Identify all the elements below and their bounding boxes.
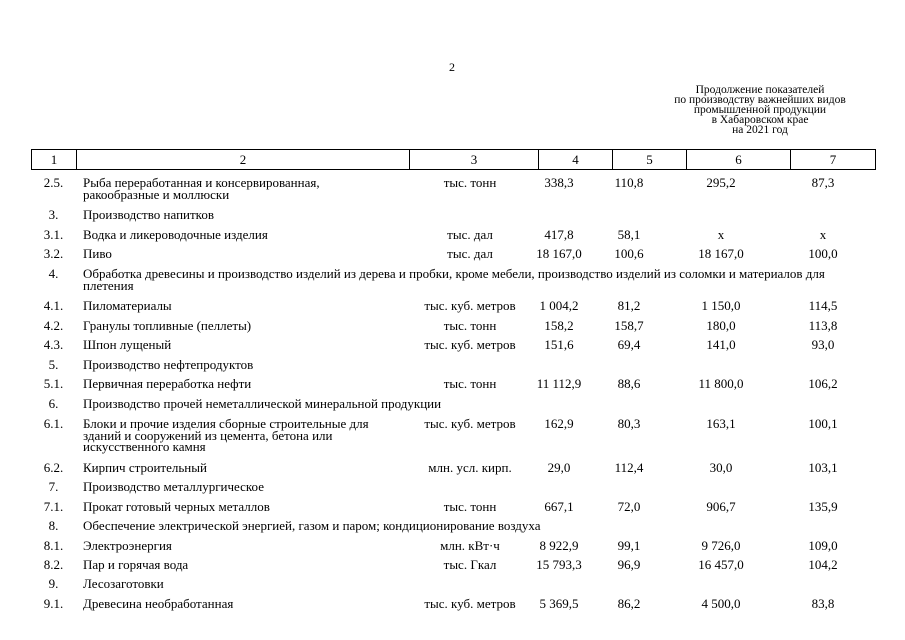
row-name: Блоки и прочие изделия сборные строительные для зданий и сооружений из цемента, бетона или искусственного камня (83, 416, 369, 454)
row-col5: 72,0 (617, 499, 641, 514)
row-col4: 5 369,5 (539, 596, 579, 611)
row-col6: х (717, 227, 725, 242)
row-col5: 96,9 (617, 557, 641, 572)
row-unit: тыс. куб. метров (424, 596, 516, 611)
row-unit: тыс. куб. метров (424, 416, 516, 431)
row-col4: 11 112,9 (536, 376, 582, 391)
row-unit: тыс. тонн (443, 175, 497, 190)
row-col6: 295,2 (706, 175, 736, 190)
row-number: 4.1. (43, 298, 64, 313)
row-unit: тыс. Гкал (443, 557, 497, 572)
section-title: Производство металлургическое (83, 479, 264, 494)
row-col7: 93,0 (811, 337, 835, 352)
section-title: Производство напитков (83, 207, 214, 222)
row-number: 2.5. (43, 175, 64, 190)
row-number: 4.2. (43, 318, 64, 333)
row-col5: 100,6 (614, 246, 644, 261)
column-number-header (31, 149, 876, 170)
row-col4: 18 167,0 (536, 246, 582, 261)
row-col7: 113,8 (808, 318, 838, 333)
row-col4: 162,9 (544, 416, 574, 431)
row-col4: 29,0 (547, 460, 571, 475)
row-col4: 151,6 (544, 337, 574, 352)
row-unit: тыс. тонн (443, 318, 497, 333)
table-caption (655, 85, 865, 135)
row-col7: 83,8 (811, 596, 835, 611)
row-col6: 906,7 (706, 499, 736, 514)
row-col7: 106,2 (808, 376, 838, 391)
row-col7: 109,0 (808, 538, 838, 553)
section-title: Производство нефтепродуктов (83, 357, 254, 372)
row-unit: тыс. куб. метров (424, 298, 516, 313)
row-number: 6.2. (43, 460, 64, 475)
row-number: 9. (48, 576, 59, 591)
row-name: Первичная переработка нефти (83, 376, 252, 391)
header-cell-1: 1 (32, 150, 77, 170)
caption-line: по производству важнейших видов (674, 94, 846, 106)
page-number: 2 (449, 60, 455, 74)
row-unit: тыс. тонн (443, 499, 497, 514)
row-col7: 135,9 (808, 499, 838, 514)
row-col5: 80,3 (617, 416, 641, 431)
row-col5: 58,1 (617, 227, 641, 242)
row-col7: 100,1 (808, 416, 838, 431)
row-col4: 667,1 (544, 499, 574, 514)
header-cell-7: 7 (791, 150, 876, 170)
row-number: 7.1. (43, 499, 64, 514)
row-col6: 163,1 (706, 416, 736, 431)
row-name: Гранулы топливные (пеллеты) (83, 318, 252, 333)
caption-line: в Хабаровском крае (711, 114, 809, 126)
row-name: Водка и ликероводочные изделия (83, 227, 268, 242)
row-col6: 1 150,0 (701, 298, 741, 313)
row-name: Шпон лущеный (83, 337, 172, 352)
row-unit: тыс. тонн (443, 376, 497, 391)
row-col5: 110,8 (614, 175, 644, 190)
row-number: 4.3. (43, 337, 64, 352)
row-unit: млн. кВт·ч (440, 538, 500, 553)
row-number: 8.2. (43, 557, 64, 572)
row-unit: тыс. дал (447, 227, 493, 242)
row-number: 6.1. (43, 416, 64, 431)
row-col5: 88,6 (617, 376, 641, 391)
row-number: 6. (48, 396, 59, 411)
row-col5: 158,7 (614, 318, 644, 333)
row-name: Кирпич строительный (83, 460, 207, 475)
row-col7: 114,5 (808, 298, 838, 313)
row-unit: тыс. дал (447, 246, 493, 261)
row-col5: 86,2 (617, 596, 641, 611)
section-title: Лесозаготовки (83, 576, 164, 591)
row-number: 7. (48, 479, 59, 494)
section-title: Обработка древесины и производство изделий из дерева и пробки, кроме мебели, производство изделий из соломки и материалов для плетения (83, 266, 825, 293)
row-name: Пар и горячая вода (83, 557, 189, 572)
row-number: 3.1. (43, 227, 64, 242)
caption-line: Продолжение показателей (695, 84, 825, 96)
row-col4: 338,3 (544, 175, 574, 190)
row-col6: 11 800,0 (698, 376, 744, 391)
header-cell-2: 2 (77, 150, 410, 170)
row-number: 9.1. (43, 596, 64, 611)
row-number: 5. (48, 357, 59, 372)
section-title: Обеспечение электрической энергией, газом и паром; кондиционирование воздуха (83, 518, 541, 533)
row-unit: млн. усл. кирп. (428, 460, 512, 475)
caption-line: промышленной продукции (693, 104, 827, 116)
header-row (32, 150, 876, 170)
row-col4: 8 922,9 (539, 538, 579, 553)
row-col5: 112,4 (614, 460, 644, 475)
row-col6: 16 457,0 (698, 557, 744, 572)
row-col4: 158,2 (544, 318, 574, 333)
row-unit: тыс. куб. метров (424, 337, 516, 352)
row-col5: 81,2 (617, 298, 641, 313)
row-col4: 1 004,2 (539, 298, 579, 313)
row-number: 3.2. (43, 246, 64, 261)
row-number: 4. (48, 266, 59, 281)
caption-line: на 2021 год (732, 124, 788, 136)
row-col7: 100,0 (808, 246, 838, 261)
row-col5: 69,4 (617, 337, 641, 352)
row-name: Древесина необработанная (83, 596, 234, 611)
row-col4: 15 793,3 (536, 557, 582, 572)
row-col7: 87,3 (811, 175, 835, 190)
section-title: Производство прочей неметаллической минеральной продукции (83, 396, 442, 411)
row-col6: 9 726,0 (701, 538, 741, 553)
row-col7: х (819, 227, 827, 242)
row-col4: 417,8 (544, 227, 574, 242)
row-name: Рыба переработанная и консервированная, ракообразные и моллюски (83, 175, 320, 202)
header-cell-5: 5 (613, 150, 687, 170)
row-number: 3. (48, 207, 59, 222)
row-col6: 30,0 (709, 460, 733, 475)
row-col6: 4 500,0 (701, 596, 741, 611)
row-col6: 18 167,0 (698, 246, 744, 261)
row-col7: 104,2 (808, 557, 838, 572)
row-col7: 103,1 (808, 460, 838, 475)
row-col6: 141,0 (706, 337, 736, 352)
header-cell-3: 3 (410, 150, 539, 170)
header-cell-6: 6 (687, 150, 791, 170)
row-number: 8. (48, 518, 59, 533)
row-name: Пиломатериалы (83, 298, 172, 313)
row-name: Прокат готовый черных металлов (83, 499, 270, 514)
row-col6: 180,0 (706, 318, 736, 333)
row-name: Пиво (83, 246, 112, 261)
row-col5: 99,1 (617, 538, 641, 553)
header-cell-4: 4 (539, 150, 613, 170)
row-name: Электроэнергия (83, 538, 172, 553)
row-number: 8.1. (43, 538, 64, 553)
row-number: 5.1. (43, 376, 64, 391)
